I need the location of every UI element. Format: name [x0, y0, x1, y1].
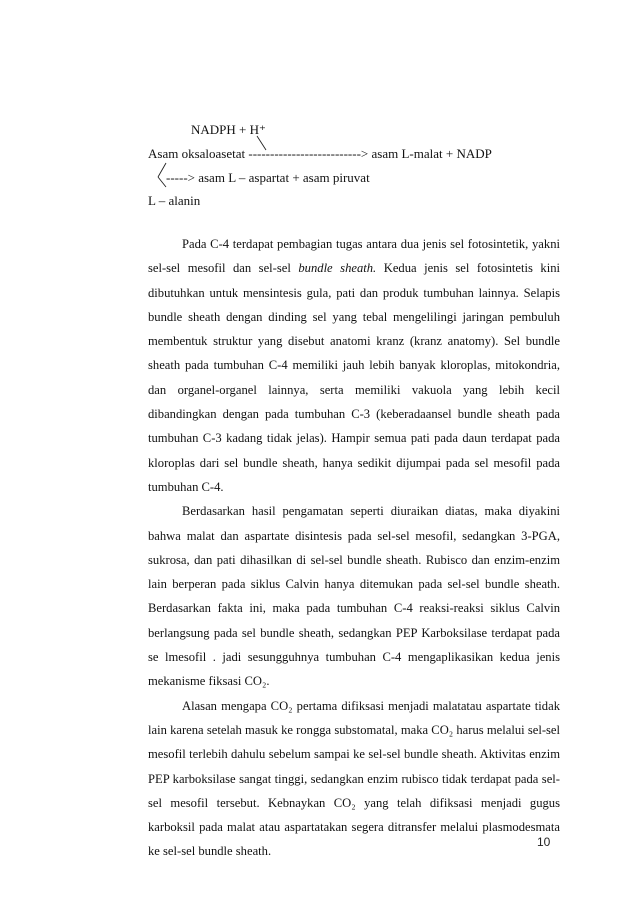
paragraph-co2-reason: Alasan mengapa CO₂ pertama difiksasi menjadi malatatau aspartate tidak lain karena setelah masuk ke rongga substomatal, maka CO₂ harus melalui sel-sel mesofil terlebih dahulu sebelum sampai ke sel-sel bundle sheath. Aktivitas enzim PEP karboksilase sangat tinggi, sedangkan enzim rubisco tidak terdapat pada sel-sel mesofil tersebut. Kebnaykan CO₂ yang telah difiksasi menjadi gugus karboksil pada malat atau aspartatakan segera ditransfer melalui plasmodesmata ke sel-sel bundle sheath. [148, 698, 560, 859]
aspartat-branch-line-bottom [158, 177, 166, 187]
paragraph-c4-division [148, 232, 560, 499]
equation-line-aspartat: -----> asam L – aspartat + asam piruvat [166, 170, 370, 185]
paragraph-1-text-b: Kedua jenis sel fotosintetis kini dibutuhkan untuk mensintesis gula, pati dan produk tumbuhan lainnya. Selapis bundle sheath dengan dinding sel yang tebal mengelilingi jaringan pembuluh membentuk struktur yang disebut anatomi kranz (kranz anatomy). Sel bundle sheath pada tumbuhan C-4 memiliki jauh lebih banyak kloroplas, mitokondria, dan organel-organel lainnya, serta memiliki vakuola yang lebih kecil dibandingkan dengan pada tumbuhan C-3 (keberadaansel bundle sheath pada tumbuhan C-3 kadang tidak jelas). Hampir semua pati pada daun terdapat pada kloroplas dari sel bundle sheath, hanya sedikit dijumpai pada sel mesofil pada tumbuhan C-4. [148, 261, 560, 494]
aspartat-branch-line-top [158, 163, 166, 177]
paragraph-observation: Berdasarkan hasil pengamatan seperti diuraikan diatas, maka diyakini bahwa malat dan aspartate disintesis pada sel-sel mesofil, sedangkan 3-PGA, sukrosa, dan pati dihasilkan di sel-sel bundle sheath. Rubisco dan enzim-enzim lain berperan pada siklus Calvin hanya ditemukan pada sel-sel bundle sheath. Berdasarkan fakta ini, maka pada tumbuhan C-4 reaksi-reaksi siklus Calvin berlangsung pada sel bundle sheath, sedangkan PEP Karboksilase terdapat pada se lmesofil . jadi sesungguhnya tumbuhan C-4 mengaplikasikan kedua jenis mekanisme fiksasi CO₂. [148, 504, 560, 689]
body-text [148, 232, 560, 864]
page-number: 10 [537, 835, 551, 849]
equation-line-main: Asam oksaloasetat --------------------------> asam L-malat + NADP [148, 146, 492, 161]
paragraph-1-text-a: Pada C-4 terdapat pembagian tugas antara dua jenis sel fotosintetik, yakni sel-sel mesofil dan sel-sel [148, 237, 560, 276]
paragraph-1-italic: bundle sheath. [298, 261, 377, 276]
equation-line-nadph: NADPH + H⁺ [191, 122, 266, 137]
equation-line-alanin: L – alanin [148, 193, 201, 208]
